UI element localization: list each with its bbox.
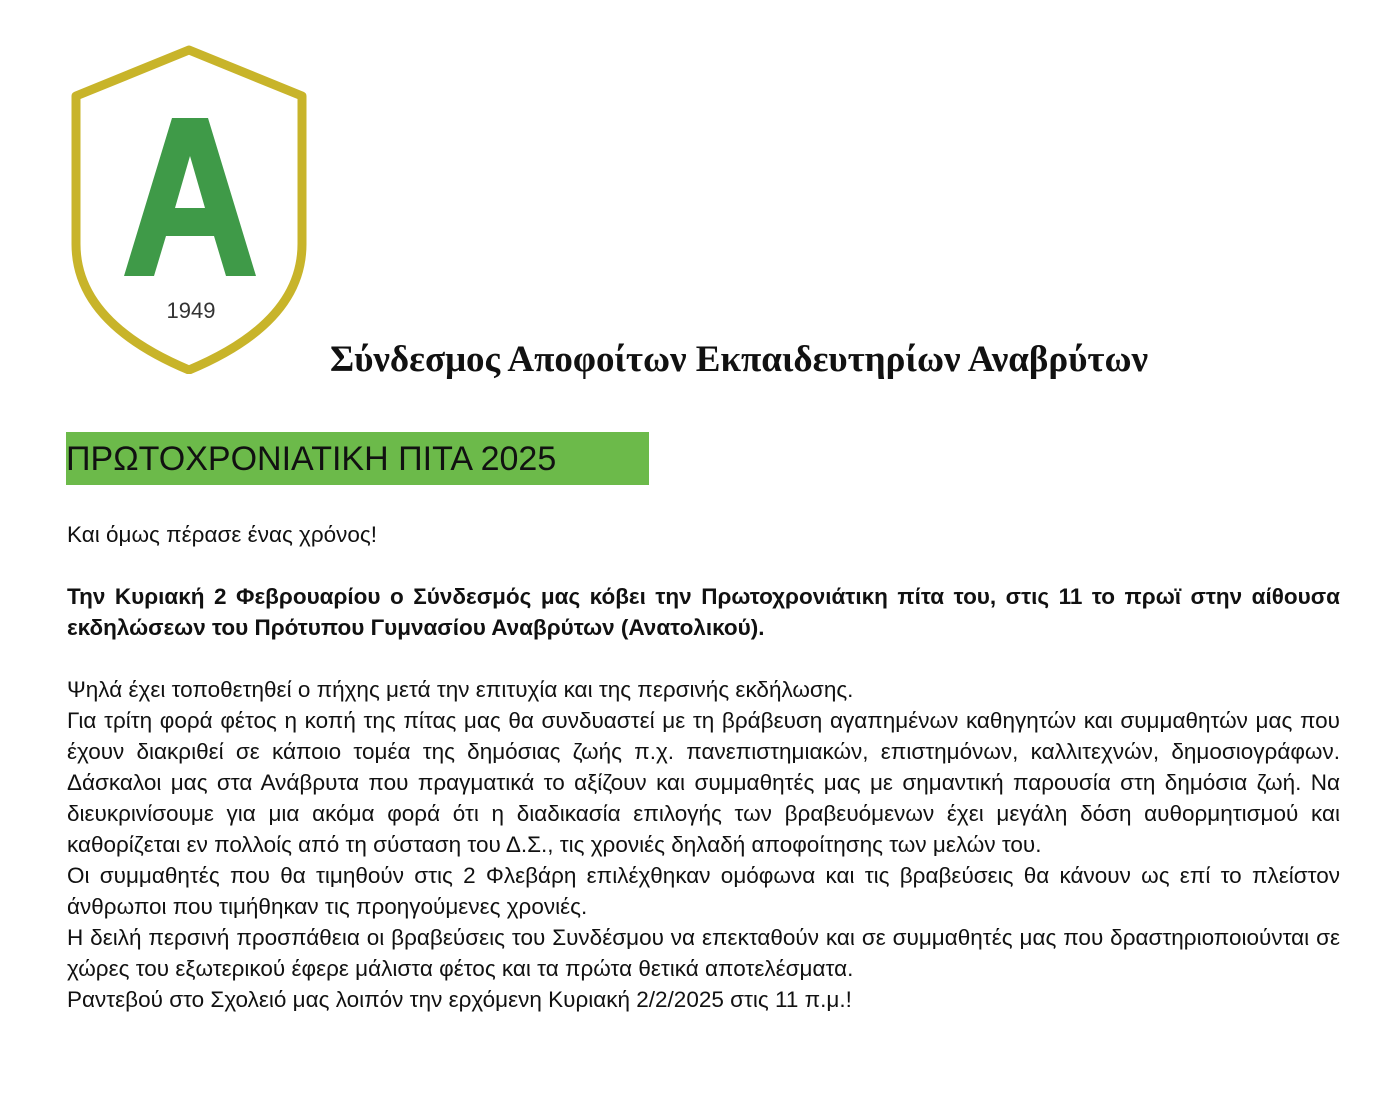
article-body bbox=[67, 519, 1340, 1015]
event-title: ΠΡΩΤΟΧΡΟΝΙΑΤΙΚΗ ΠΙΤΑ 2025 bbox=[66, 432, 649, 485]
paragraph-honorees: Οι συμμαθητές που θα τιμηθούν στις 2 Φλεβάρη επιλέχθηκαν ομόφωνα και τις βραβεύσεις θα κάνουν ως επί το πλείστον άνθρωποι που τιμήθηκαν τις προηγούμενες χρονιές. bbox=[67, 863, 1340, 919]
organization-logo bbox=[66, 44, 312, 374]
organization-name: Σύνδεσμος Αποφοίτων Εκπαιδευτηρίων Αναβρύτων bbox=[330, 339, 1149, 380]
event-announcement: Την Κυριακή 2 Φεβρουαρίου ο Σύνδεσμός μας κόβει την Πρωτοχρονιάτικη πίτα του, στις 11 το πρωϊ στην αίθουσα εκδηλώσεων του Πρότυπου Γυμνασίου Αναβρύτων (Ανατολικού). bbox=[67, 584, 1340, 640]
logo-year: 1949 bbox=[166, 298, 216, 323]
paragraph-closing: Ραντεβού στο Σχολειό μας λοιπόν την ερχόμενη Κυριακή 2/2/2025 στις 11 π.μ.! bbox=[67, 987, 852, 1012]
shield-icon bbox=[66, 44, 312, 374]
paragraph-awards: Για τρίτη φορά φέτος η κοπή της πίτας μας θα συνδυαστεί με τη βράβευση αγαπημένων καθηγητών και συμμαθητών μας που έχουν διακριθεί σε κάποιο τομέα της δημόσιας ζωής π.χ. πανεπιστημιακών, επιστημόνων, καλλιτεχνών, δημοσιογράφων. Δάσκαλοι μας στα Ανάβρυτα που πραγματικά το αξίζουν και συμμαθητές μας με σημαντική παρουσία στη δημόσια ζωή. Να διευκρινίσουμε για μια ακόμα φορά ότι η διαδικασία επιλογής των βραβευόμενων έχει μεγάλη δόση αυθορμητισμού και καθορίζεται εν πολλοίς από τη σύσταση του Δ.Σ., τις χρονιές δηλαδή αποφοίτησης των μελών του. bbox=[67, 708, 1340, 857]
intro-text: Και όμως πέρασε ένας χρόνος! bbox=[67, 522, 378, 547]
paragraph-expectations: Ψηλά έχει τοποθετηθεί ο πήχης μετά την επιτυχία και της περσινής εκδήλωσης. bbox=[67, 677, 854, 702]
paragraph-abroad: Η δειλή περσινή προσπάθεια οι βραβεύσεις του Συνδέσμου να επεκταθούν και σε συμμαθητές μας που δραστηριοποιούνται σε χώρες του εξωτερικού έφερε μάλιστα φέτος και τα πρώτα θετικά αποτελέσματα. bbox=[67, 925, 1340, 981]
